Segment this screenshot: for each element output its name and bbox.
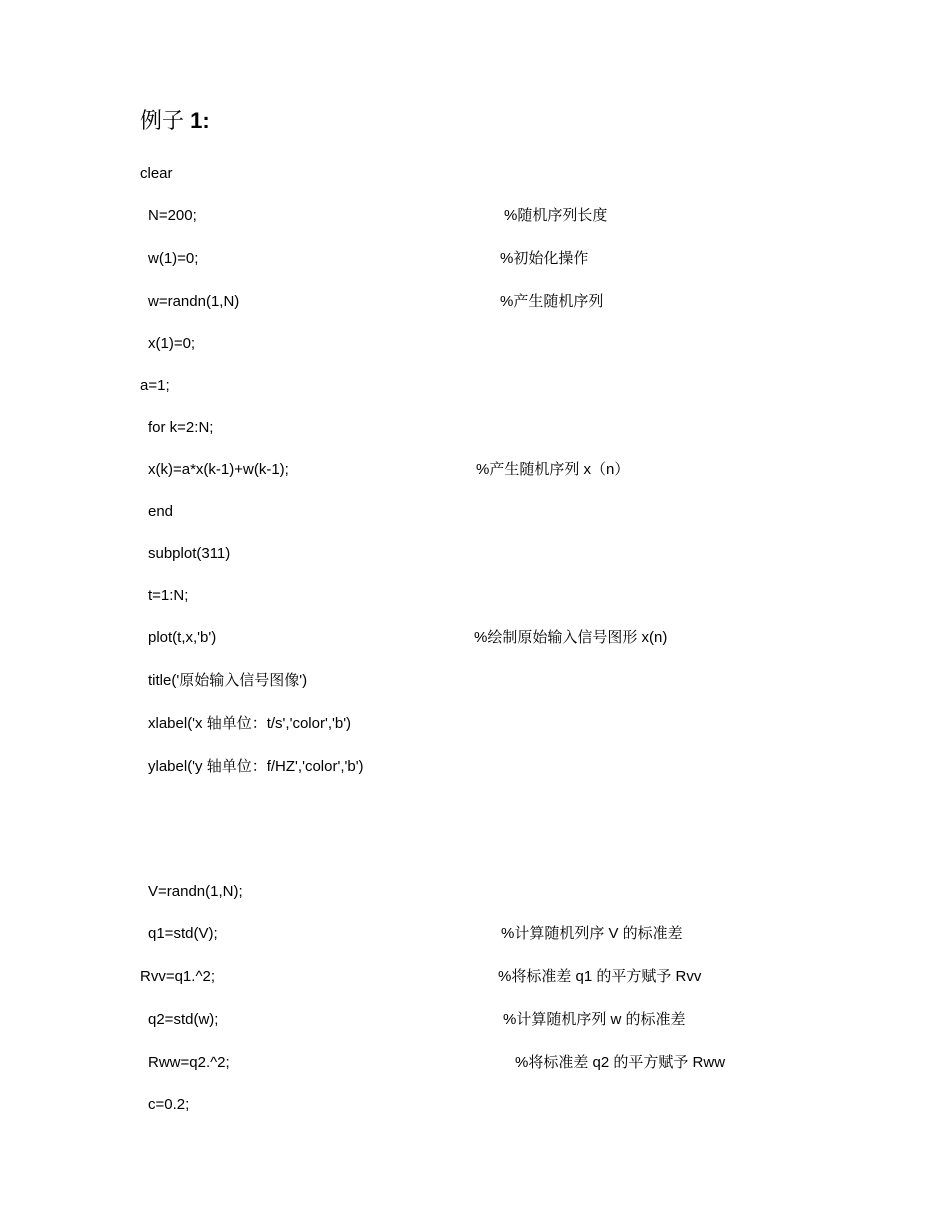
code-text: x(1)=0;	[148, 335, 196, 352]
code-text: N=200;	[148, 207, 197, 224]
code-text: t=1:N;	[148, 587, 189, 604]
code-line	[140, 922, 940, 946]
code-line	[140, 1008, 940, 1032]
code-comment: %初始化操作	[500, 250, 589, 267]
code-text: w(1)=0;	[148, 250, 199, 267]
code-comment: %将标准差 q1 的平方赋予 Rvv	[498, 968, 702, 985]
code-text: w=randn(1,N)	[148, 293, 240, 310]
code-line	[140, 500, 940, 524]
code-text: subplot(311)	[148, 545, 231, 562]
code-line	[140, 712, 940, 736]
code-text: ylabel('y 轴单位：f/HZ','color','b')	[148, 758, 364, 775]
code-text: Rww=q2.^2;	[148, 1054, 230, 1071]
code-text: q1=std(V);	[148, 925, 218, 942]
heading-number: 1:	[190, 108, 210, 133]
code-text: xlabel('x 轴单位：t/s','color','b')	[148, 715, 352, 732]
code-text: Rvv=q1.^2;	[140, 968, 215, 985]
code-line	[140, 880, 940, 904]
code-text: q2=std(w);	[148, 1011, 219, 1028]
code-line	[140, 626, 940, 650]
code-line	[140, 416, 940, 440]
code-line	[140, 374, 940, 398]
heading-text: 例子	[140, 108, 185, 133]
code-line	[140, 332, 940, 356]
code-text: c=0.2;	[148, 1096, 190, 1113]
code-text: x(k)=a*x(k-1)+w(k-1);	[148, 461, 289, 478]
code-line	[140, 1051, 940, 1075]
code-line	[140, 669, 940, 693]
code-comment: %产生随机序列 x（n）	[476, 461, 630, 478]
code-text: title('原始输入信号图像')	[148, 672, 308, 689]
code-line	[140, 755, 940, 779]
code-comment: %将标准差 q2 的平方赋予 Rww	[515, 1054, 726, 1071]
code-comment: %绘制原始输入信号图形 x(n)	[474, 629, 668, 646]
code-line	[140, 204, 940, 228]
code-text: V=randn(1,N);	[148, 883, 243, 900]
code-text: clear	[140, 165, 173, 182]
code-text: for k=2:N;	[148, 419, 214, 436]
code-text: a=1;	[140, 377, 170, 394]
code-text: plot(t,x,'b')	[148, 629, 217, 646]
code-line	[140, 965, 940, 989]
code-text: end	[148, 503, 174, 520]
code-line	[140, 542, 940, 566]
code-line	[140, 1093, 940, 1117]
code-comment: %计算随机序列 w 的标准差	[503, 1011, 686, 1028]
code-line	[140, 458, 940, 482]
code-line	[140, 290, 940, 314]
code-comment: %随机序列长度	[504, 207, 608, 224]
code-line	[140, 584, 940, 608]
code-comment: %产生随机序列	[500, 293, 604, 310]
code-comment: %计算随机列序 V 的标准差	[501, 925, 683, 942]
code-line	[140, 162, 940, 186]
example-heading	[140, 106, 210, 136]
code-line	[140, 247, 940, 271]
